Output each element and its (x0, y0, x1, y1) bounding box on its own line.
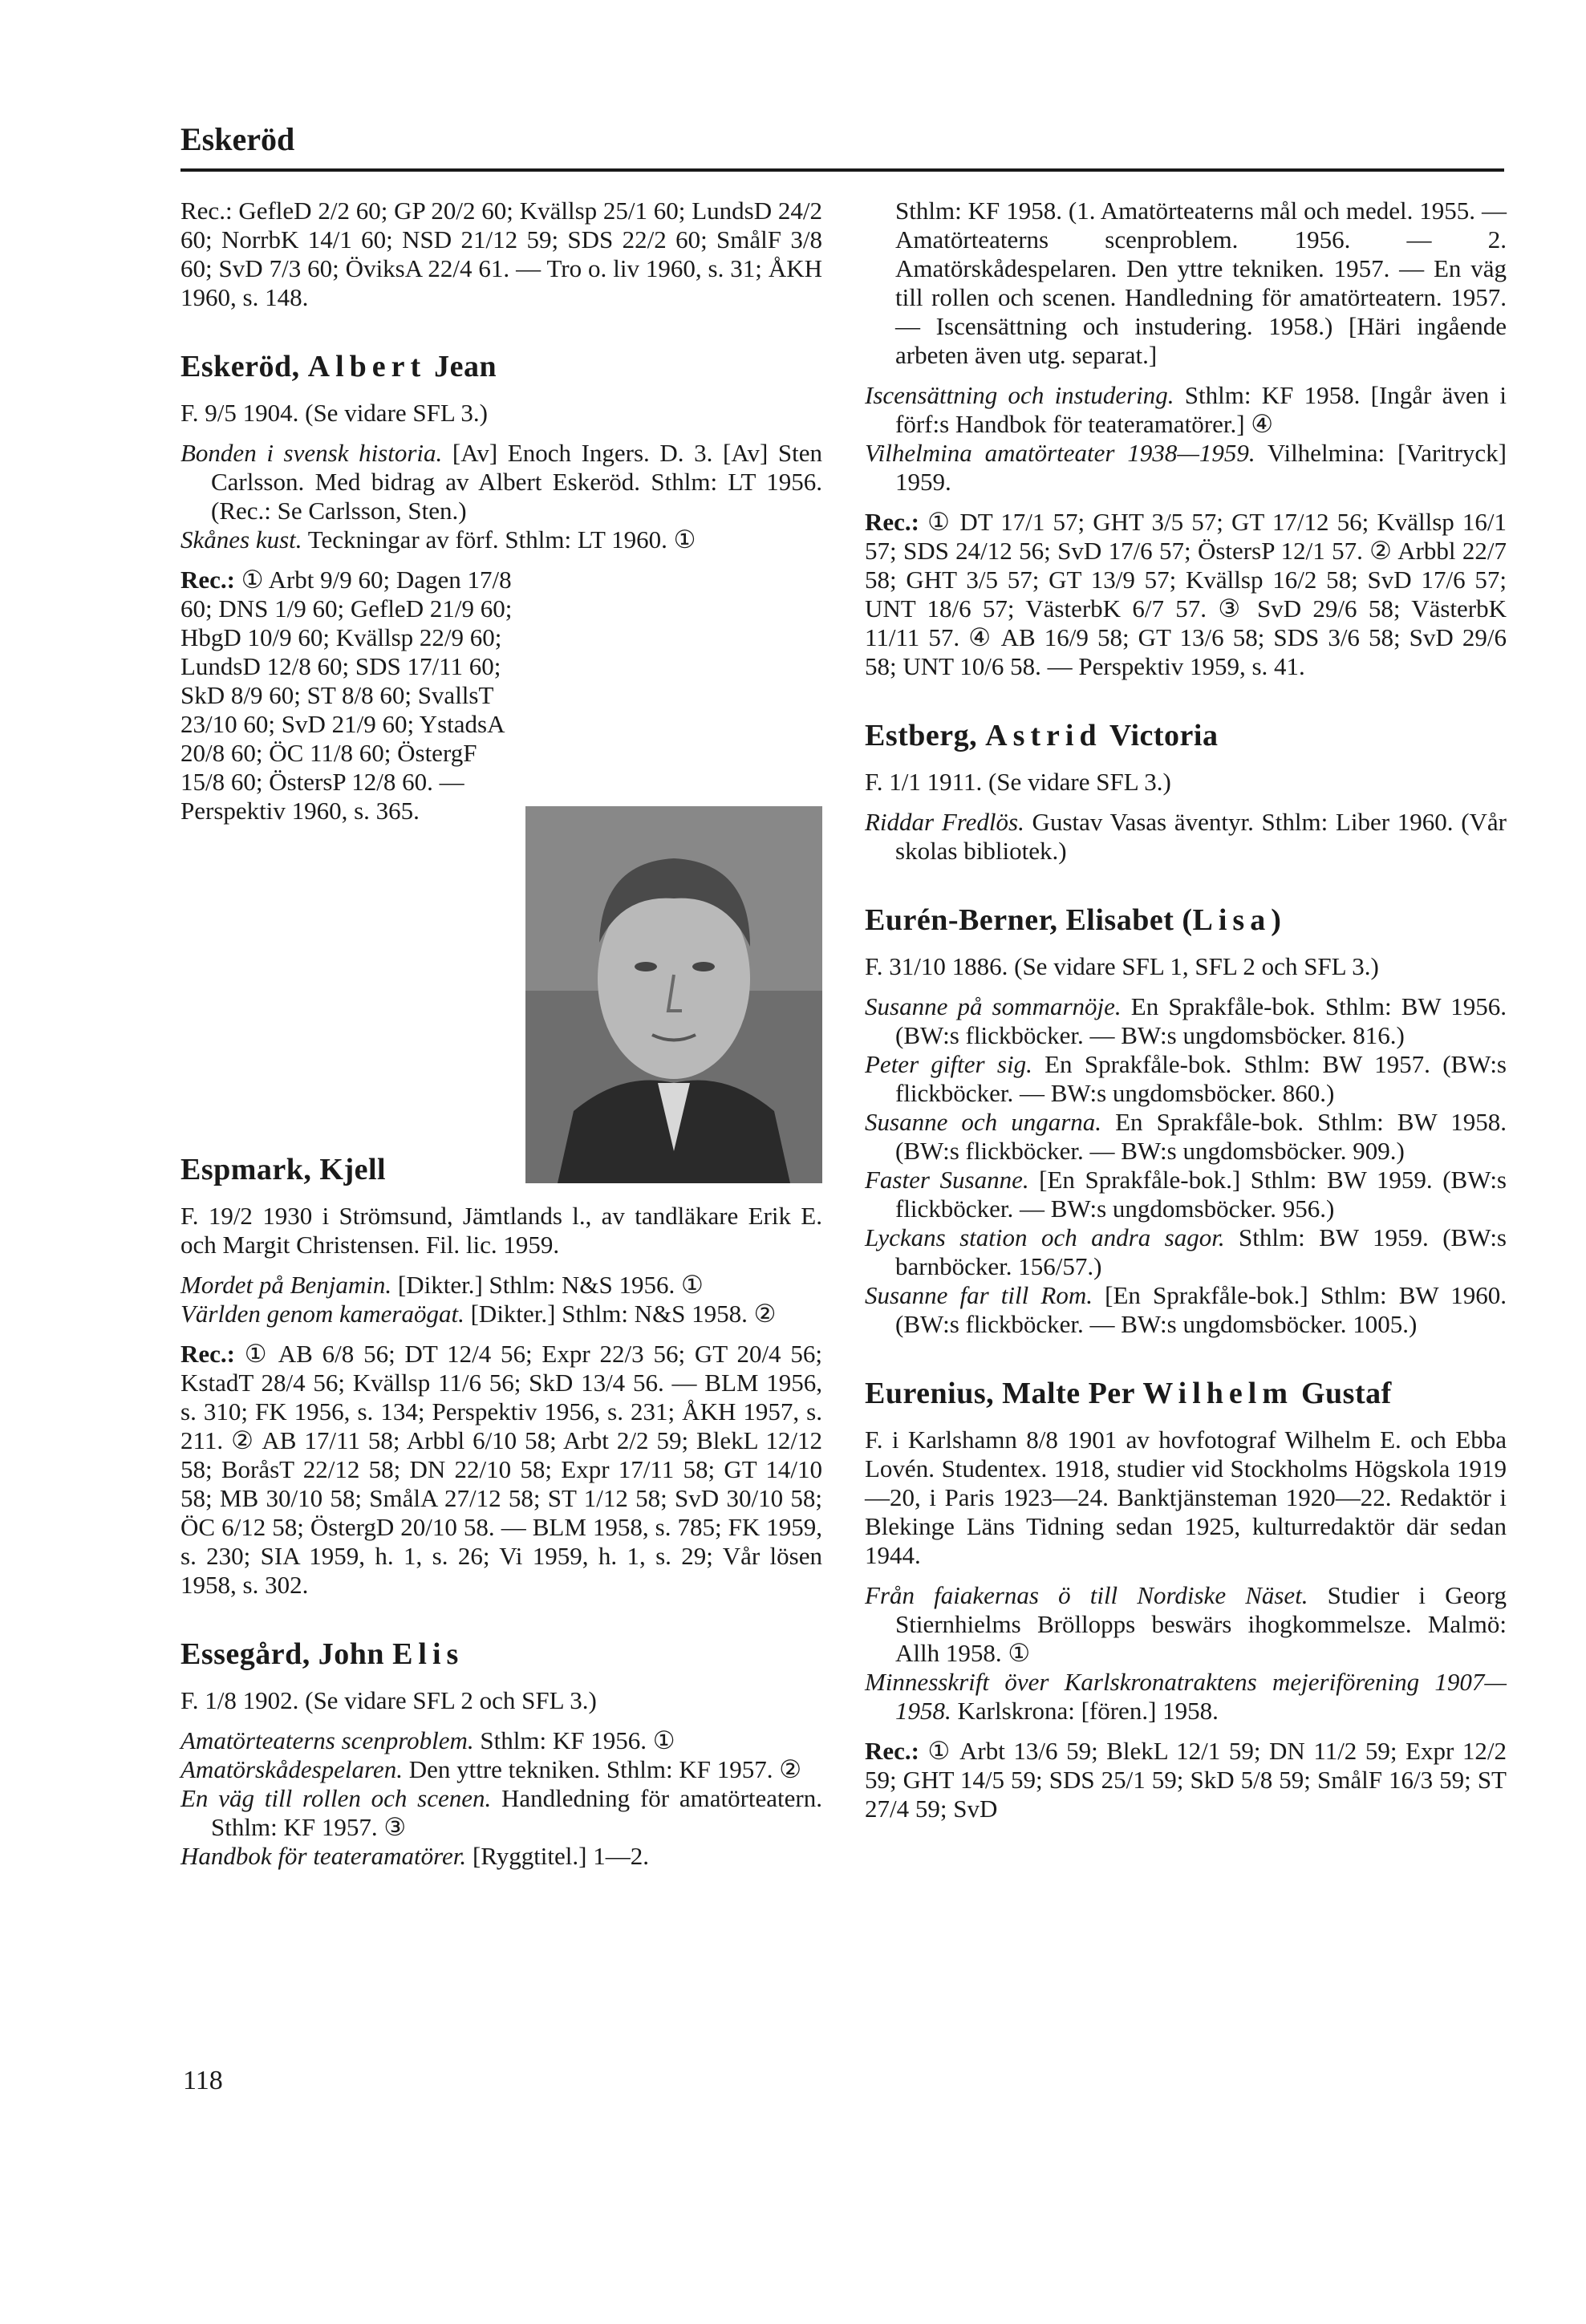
work-item: Bonden i svensk historia. [Av] Enoch Ingers. D. 3. [Av] Sten Carlsson. Med bidrag av Albert Eskeröd. Sthlm: LT 1956. (Rec.: Se Carlsson, Sten.) (181, 439, 822, 525)
entry-bio: F. i Karlshamn 8/8 1901 av hovfotograf Wilhelm E. och Ebba Lovén. Studentex. 1918, studier vid Stockholms Högskola 1919—20, i Paris 1923—24. Banktjänsteman 1920—22. Redaktör i Blekinge Läns Tidning sedan 1925, kulturredaktör där sedan 1944. (865, 1426, 1507, 1569)
review-list: Rec.: ① AB 6/8 56; DT 12/4 56; Expr 22/3 56; GT 20/4 56; KstadT 28/4 56; Kvällsp 11/6 56; SkD 13/4 56. — BLM 1956, s. 310; FK 1956, s. 134; Perspektiv 1956, s. 231; ÅKH 1957, s. 211. ② AB 17/11 58; Arbbl 6/10 58; Arbt 2/2 59; BlekL 12/12 58; BoråsT 22/12 58; DN 22/10 58; Expr 17/11 58; GT 14/10 58; MB 30/10 58; SmålA 27/12 58; ST 1/12 58; SvD 30/10 58; ÖC 6/12 58; ÖstergD 20/10 58. — BLM 1958, s. 785; FK 1959, s. 230; SIA 1959, h. 1, s. 26; Vi 1959, h. 1, s. 29; Vår lösen 1958, s. 302. (181, 1340, 822, 1599)
work-item: Mordet på Benjamin. [Dikter.] Sthlm: N&S 1956. ① (181, 1271, 704, 1299)
entry-heading-essegard: Essegård, John Elis (181, 1637, 464, 1671)
work-item: Amatörskådespelaren. Den yttre tekniken. Sthlm: KF 1957. ② (181, 1755, 802, 1783)
entry-heading-eskerod: Eskeröd, Albert Jean (181, 350, 497, 383)
work-list (865, 1581, 1507, 1726)
work-item: Susanne på sommarnöje. En Sprakfåle-bok. Sthlm: BW 1956. (BW:s flickböcker. — BW:s ungdomsböcker. 816.) (865, 992, 1507, 1049)
work-item: Susanne far till Rom. [En Sprakfåle-bok.] Sthlm: BW 1960. (BW:s flickböcker. — BW:s ungdomsböcker. 1005.) (865, 1281, 1507, 1338)
page-number: 118 (183, 2066, 223, 2095)
work-item: Handbok för teateramatörer. [Ryggtitel.] 1—2. (181, 1842, 649, 1870)
work-list (181, 439, 822, 554)
review-list: Rec.: ① Arbt 9/9 60; Dagen 17/8 60; DNS 1/9 60; GefleD 21/9 60; HbgD 10/9 60; Kvällsp 22/9 60; LundsD 12/8 60; SDS 17/11 60; SkD 8/9 60; ST 8/8 60; SvallsT 23/10 60; SvD 21/9 60; YstadsA 20/8 60; ÖC 11/8 60; ÖstergF 15/8 60; ÖstersP 12/8 60. — Perspektiv 1960, s. 365. (181, 566, 513, 825)
author-portrait-photo (525, 806, 822, 1183)
work-item: Riddar Fredlös. Gustav Vasas äventyr. Sthlm: Liber 1960. (Vår skolas bibliotek.) (865, 808, 1507, 865)
work-item: Susanne och ungarna. En Sprakfåle-bok. Sthlm: BW 1958. (BW:s flickböcker. — BW:s ungdomsböcker. 909.) (865, 1108, 1507, 1165)
entry-bio: F. 1/1 1911. (Se vidare SFL 3.) (865, 768, 1171, 796)
running-head: Eskeröd (181, 121, 295, 157)
work-item: Skånes kust. Teckningar av förf. Sthlm: LT 1960. ① (181, 525, 696, 554)
entry-bio: F. 31/10 1886. (Se vidare SFL 1, SFL 2 och SFL 3.) (865, 952, 1379, 980)
work-list (865, 992, 1507, 1339)
entry-bio: F. 1/8 1902. (Se vidare SFL 2 och SFL 3.) (181, 1686, 597, 1714)
work-item: Vilhelmina amatörteater 1938—1959. Vilhelmina: [Varitryck] 1959. (865, 439, 1507, 496)
prev-review-list: Rec.: GefleD 2/2 60; GP 20/2 60; Kvällsp 25/1 60; LundsD 24/2 60; NorrbK 14/1 60; NSD 21/12 59; SDS 22/2 60; SmålF 3/8 60; SvD 7/3 60; ÖviksA 22/4 61. — Tro o. liv 1960, s. 31; ÅKH 1960, s. 148. (181, 197, 822, 311)
entry-heading-euren-berner: Eurén-Berner, Elisabet (Lisa) (865, 903, 1282, 937)
review-list: Rec.: ① DT 17/1 57; GHT 3/5 57; GT 17/12 56; Kvällsp 16/1 57; SDS 24/12 56; SvD 17/6 57; ÖstersP 12/1 57. ② Arbbl 22/7 58; GHT 3/5 57; GT 13/9 57; Kvällsp 16/2 58; SvD 17/6 57; UNT 18/6 57; VästerbK 6/7 57. ③ SvD 29/6 58; VästerbK 11/11 57. ④ AB 16/9 58; GT 13/6 58; SDS 3/6 58; SvD 29/6 58; UNT 10/6 58. — Perspektiv 1959, s. 41. (865, 508, 1507, 680)
work-list (865, 381, 1507, 497)
work-item: Iscensättning och instudering. Sthlm: KF 1958. [Ingår även i förf:s Handbok för teateramatörer.] ④ (865, 381, 1507, 438)
work-item: Lyckans station och andra sagor. Sthlm: BW 1959. (BW:s barnböcker. 156/57.) (865, 1223, 1507, 1280)
work-item: Faster Susanne. [En Sprakfåle-bok.] Sthlm: BW 1959. (BW:s flickböcker. — BW:s ungdomsböcker. 956.) (865, 1166, 1507, 1223)
review-list: Rec.: ① Arbt 13/6 59; BlekL 12/1 59; DN 11/2 59; Expr 12/2 59; GHT 14/5 59; SDS 25/1 59; SkD 5/8 59; SmålF 16/3 59; ST 27/4 59; SvD (865, 1737, 1507, 1823)
work-item: Minnesskrift över Karlskronatraktens mejeriförening 1907—1958. Karlskrona: [fören.] 1958. (865, 1668, 1507, 1725)
entry-bio: F. 9/5 1904. (Se vidare SFL 3.) (181, 399, 488, 427)
left-column (181, 197, 822, 837)
right-column (865, 197, 1507, 1835)
work-item: En väg till rollen och scenen. Handledning för amatörteatern. Sthlm: KF 1957. ③ (181, 1784, 823, 1841)
entry-bio: F. 19/2 1930 i Strömsund, Jämtlands l., av tandläkare Erik E. och Margit Christensen. Fil. lic. 1959. (181, 1202, 822, 1259)
entry-heading-eurenius: Eurenius, Malte Per Wilhelm Gustaf (865, 1377, 1392, 1410)
work-list (865, 808, 1507, 866)
work-item: Peter gifter sig. En Sprakfåle-bok. Sthlm: BW 1957. (BW:s flickböcker. — BW:s ungdomsböcker. 860.) (865, 1050, 1507, 1107)
work-item: Världen genom kameraögat. [Dikter.] Sthlm: N&S 1958. ② (181, 1300, 777, 1328)
work-continuation: Sthlm: KF 1958. (1. Amatörteaterns mål och medel. 1955. — Amatörteaterns scenproblem. 1956. — 2. Amatörskådespelaren. Den yttre tekniken. 1957. — En väg till rollen och scenen. Handledning för amatörteatern. 1957. — Iscensättning och instudering. 1958.) [Häri ingående arbeten även utg. separat.] (895, 197, 1507, 369)
left-column-lower (181, 1155, 822, 1882)
work-list (181, 1726, 822, 1871)
header-rule (181, 168, 1504, 172)
entry-heading-espmark: Espmark, Kjell (181, 1153, 387, 1186)
work-item: Amatörteaterns scenproblem. Sthlm: KF 1956. ① (181, 1726, 675, 1754)
entry-heading-estberg: Estberg, Astrid Victoria (865, 719, 1219, 752)
work-list (181, 1271, 822, 1328)
work-item: Från faiakernas ö till Nordiske Näset. Studier i Georg Stiernhielms Bröllopps beswärs ihogkommelsze. Malmö: Allh 1958. ① (865, 1581, 1507, 1667)
